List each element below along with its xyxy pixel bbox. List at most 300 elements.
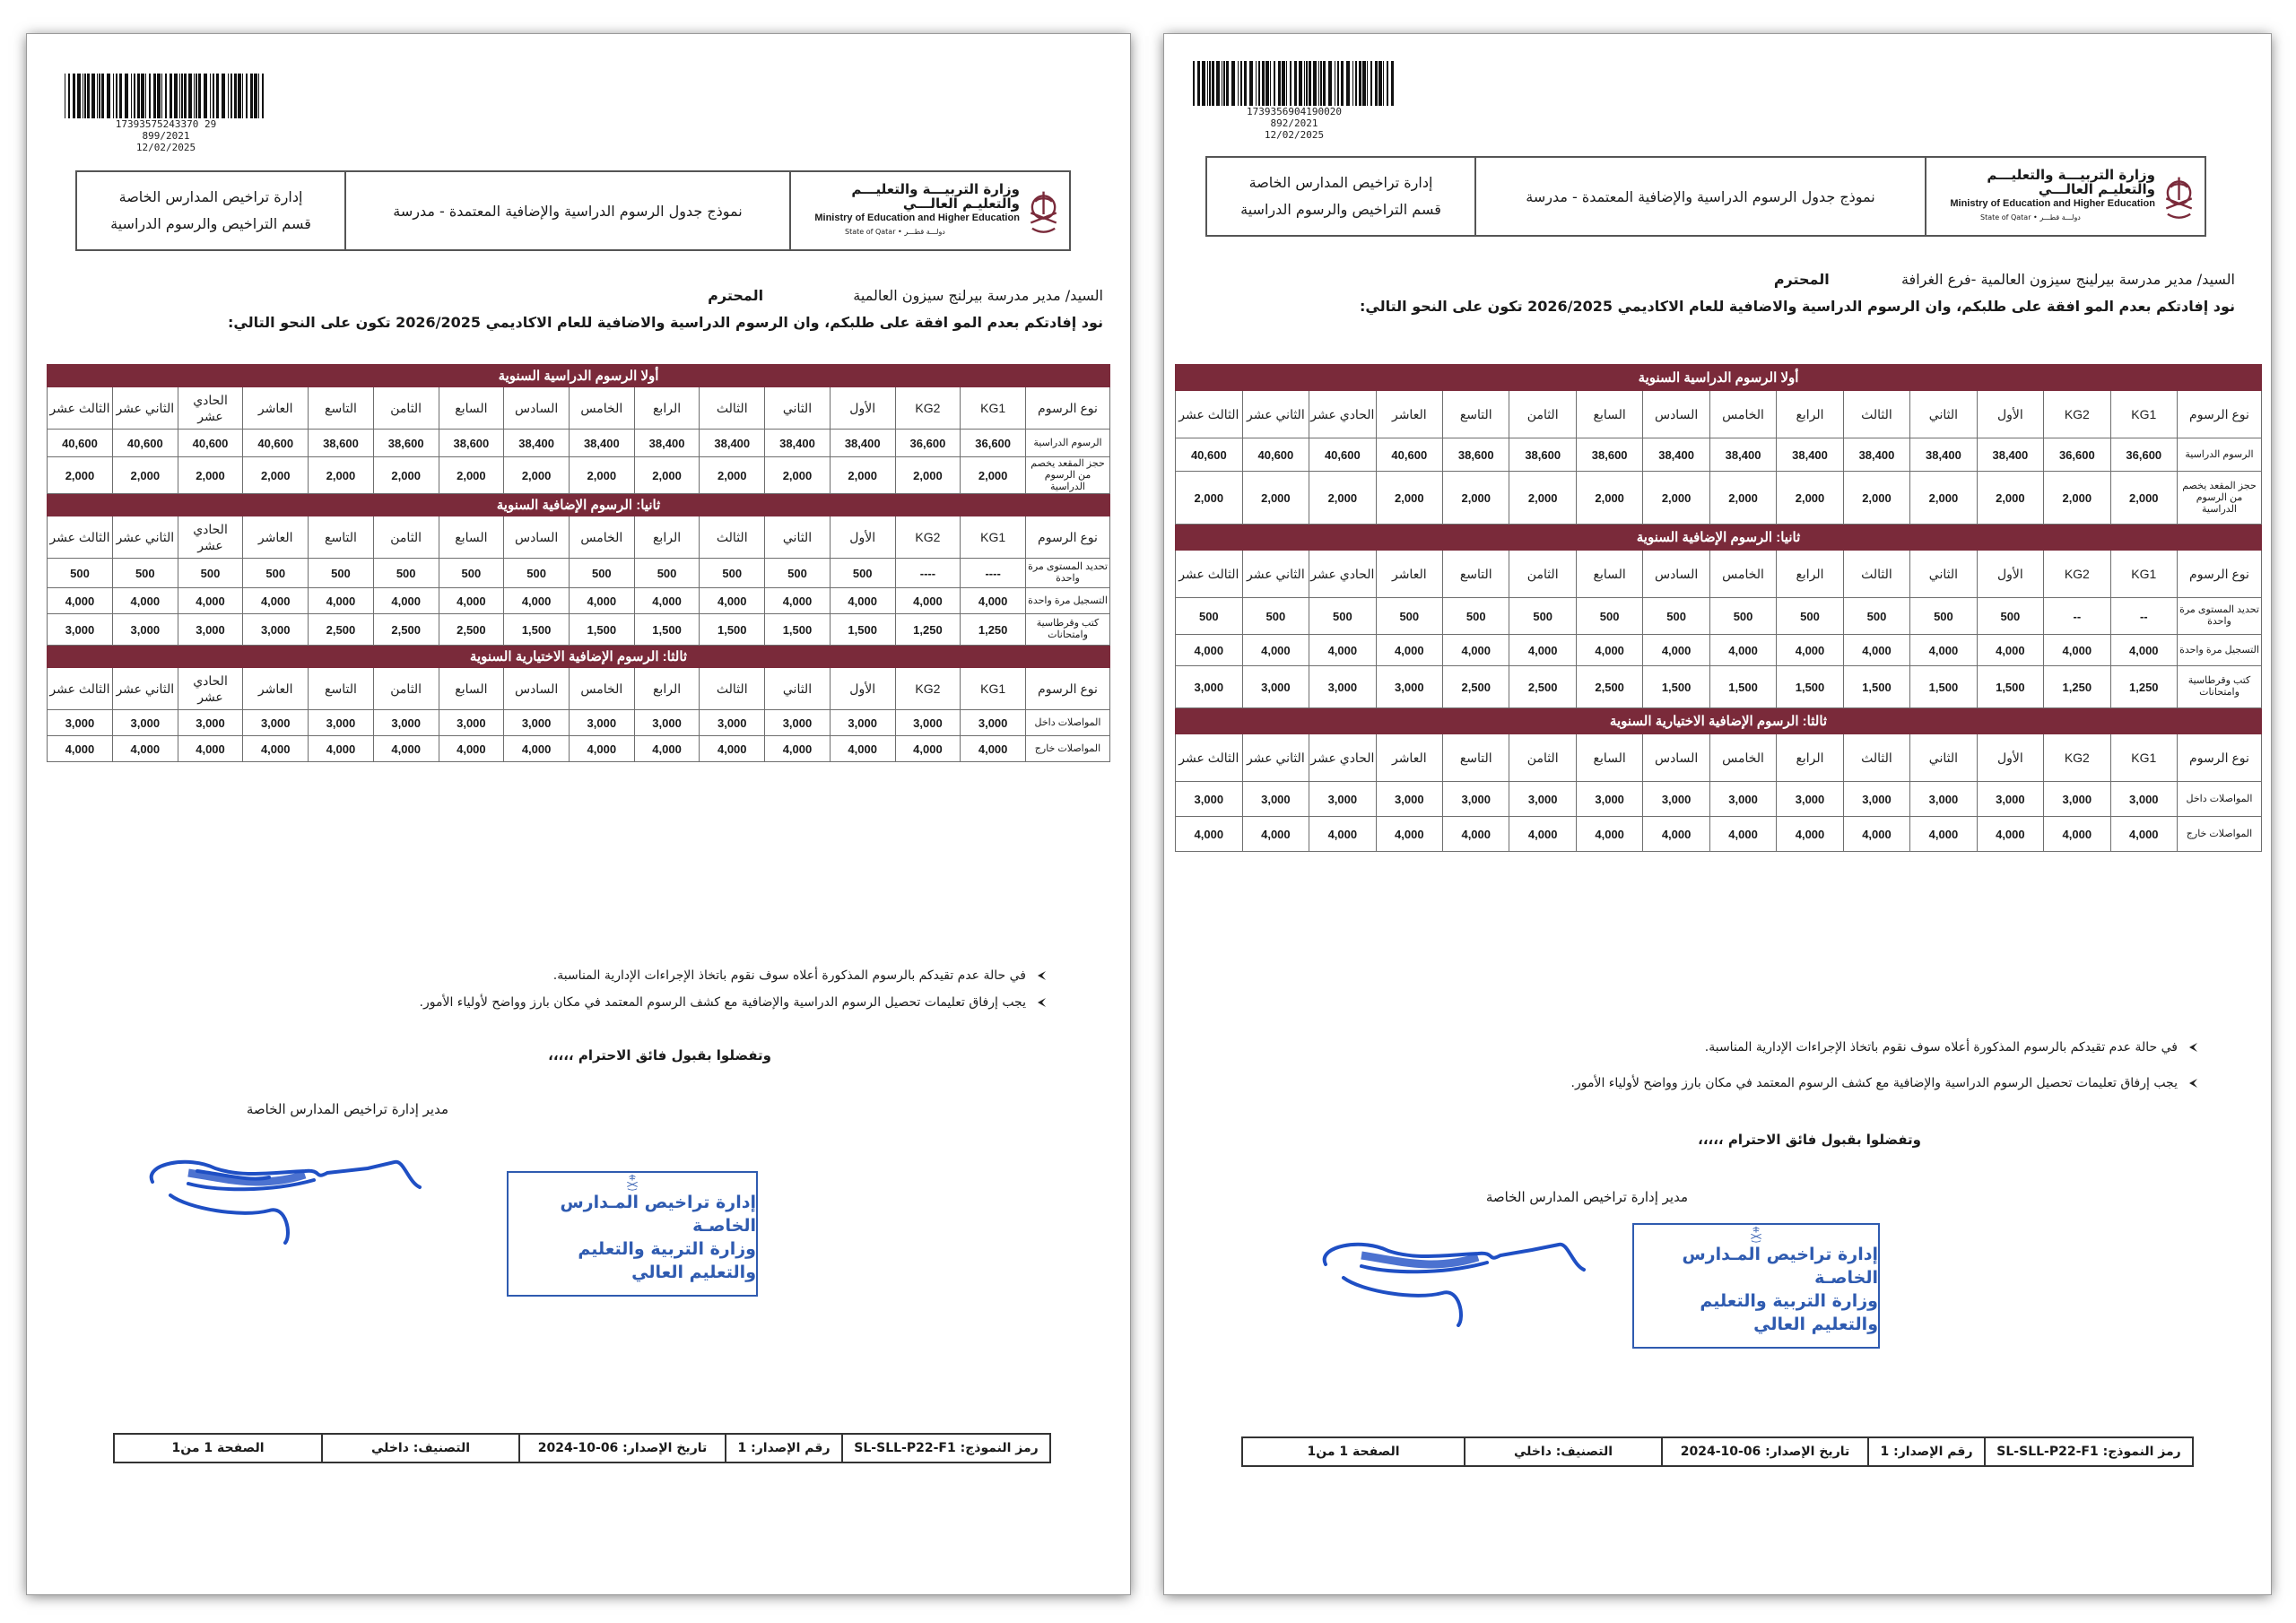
fee-value: 36,600 [895,430,961,457]
fee-value: 3,000 [1242,666,1309,708]
barcode-bar [1240,61,1242,106]
recipient: السيد/ مدير مدرسة بيرلنج سيزون العالمية [853,287,1103,304]
grade-header: الثاني عشر [1242,734,1309,782]
fee-value: 4,000 [895,588,961,614]
fee-row-transport-in [48,710,1110,736]
grade-header: التاسع [1443,391,1509,438]
barcode-bar [161,74,162,118]
fee-row-label: حجز المقعد يخصم من الرسوم الدراسية [1026,457,1110,494]
barcode-bar [1238,61,1239,106]
fee-row-level [1176,598,2262,635]
fee-value: 36,600 [2110,438,2177,472]
fee-value: 500 [1643,598,1709,635]
barcode-block [63,74,269,153]
barcode-bar [194,74,195,118]
fee-value: 3,000 [2044,782,2110,817]
fee-value: 3,000 [309,710,374,736]
barcode-bar [116,74,117,118]
fee-value: 40,600 [48,430,113,457]
barcode-bar [1209,61,1211,106]
fee-value: ---- [961,559,1026,588]
fee-value: 4,000 [178,736,243,762]
fee-value: 500 [1376,598,1442,635]
fee-value: 4,000 [569,588,634,614]
fee-value: 38,400 [1709,438,1776,472]
barcode-bar [213,74,214,118]
fee-value: 40,600 [178,430,243,457]
stamp-line-1: إدارة تراخيص المـدارس الخاصـة [560,1193,756,1236]
fee-row-label: التسجيل مرة واحدة [2178,635,2262,666]
fee-value: 4,000 [1242,817,1309,852]
fee-row-transport-out [1176,817,2262,852]
form-footer [1241,1436,2194,1467]
grade-header: الحادي عشر [178,668,243,710]
fee-value: 1,500 [1643,666,1709,708]
grade-header: الثاني عشر [112,516,178,559]
fee-value: 4,000 [1309,817,1376,852]
barcode-bar [1359,61,1361,106]
barcode-bar [1328,61,1332,106]
note-2 [420,995,1048,1010]
fee-value: 2,000 [1777,472,1843,525]
note-2-text: يجب إرفاق تعليمات تحصيل الرسوم الدراسية والإضافية مع كشف الرسوم المعتمد في مكان بارز وواضح لأولياء الأمور. [1570,1076,2178,1090]
grade-header: العاشر [243,387,309,430]
fee-value: 4,000 [1843,635,1909,666]
barcode-bar [238,74,241,118]
barcode-bar [1244,61,1247,106]
fee-row-seat [1176,472,2262,525]
fee-value: 2,000 [895,457,961,494]
fee-value: 500 [243,559,309,588]
grade-header-row [1176,551,2262,598]
fee-value: 4,000 [1910,817,1977,852]
fee-value: 4,000 [1709,635,1776,666]
version: رقم الإصدار: 1 [726,1435,843,1462]
form-footer [113,1433,1051,1463]
barcode-bar [254,74,257,118]
fee-value: 4,000 [112,736,178,762]
grade-header: الثامن [1509,391,1576,438]
grade-header: السابع [439,387,504,430]
fee-row-registration [1176,635,2262,666]
barcode-bar [153,74,156,118]
fee-value: 1,500 [700,614,765,646]
fee-value: 2,000 [178,457,243,494]
grade-header: الثاني [765,387,831,430]
grade-header: الرابع [1777,391,1843,438]
note-1-text: في حالة عدم تقيدكم بالرسوم المذكورة أعلاه سوف نقوم باتخاذ الإجراءات الإدارية المناسبة. [1704,1040,2178,1055]
grade-header: الثالث [1843,734,1909,782]
barcode-bar [234,74,237,118]
form-title: نموذج جدول الرسوم الدراسية والإضافية المعتمدة - مدرسة [1476,158,1926,235]
fee-value: 3,000 [569,710,634,736]
fee-value: 2,500 [1576,666,1642,708]
grade-header: السابع [1576,391,1642,438]
grade-header: السادس [504,516,570,559]
fee-value: 3,000 [112,614,178,646]
barcode-bar [68,74,70,118]
grade-header: التاسع [1443,734,1509,782]
barcode-bar [184,74,187,118]
grade-header: التاسع [309,668,374,710]
fee-value: 500 [634,559,700,588]
fee-value: 3,000 [1977,782,2043,817]
barcode-bar [1309,61,1311,106]
barcode-bar [119,74,122,118]
fee-value: 3,000 [1242,782,1309,817]
barcode-bar [188,74,192,118]
fee-value: 38,400 [504,430,570,457]
fee-value: 1,500 [1910,666,1977,708]
fee-value: 500 [1977,598,2043,635]
document-page-2 [1164,34,2271,1594]
barcode-bar [242,74,243,118]
department-line-1: إدارة تراخيص المدارس الخاصة [1248,174,1433,191]
fee-value: 2,000 [309,457,374,494]
section-header-row [1176,365,2262,391]
fee-value: 1,500 [504,614,570,646]
fee-value: 500 [569,559,634,588]
fee-value: 3,000 [48,614,113,646]
barcode-bar [1299,61,1302,106]
fee-value: 2,000 [1176,472,1243,525]
fee-value: 4,000 [700,736,765,762]
barcode-bar [137,74,140,118]
grade-header: KG1 [2110,551,2177,598]
barcode-bar [1370,61,1372,106]
barcode-date: 12/02/2025 [135,142,196,153]
barcode-bar [107,74,110,118]
barcode-bar [1387,61,1388,106]
classification: التصنيف: داخلي [1465,1438,1663,1465]
barcode-bar [230,74,232,118]
fee-value: 2,500 [309,614,374,646]
barcode-bar [1226,61,1229,106]
grade-header: الثالث [1843,551,1909,598]
fee-value: 4,000 [309,588,374,614]
fee-value: 2,000 [1576,472,1642,525]
page-number: الصفحة 1 من1 [1243,1438,1465,1465]
fee-value: 38,400 [765,430,831,457]
fee-value: 1,500 [1843,666,1909,708]
grade-header: الثامن [1509,734,1576,782]
fee-value: 500 [309,559,374,588]
grade-header: KG2 [895,668,961,710]
fee-value: 500 [765,559,831,588]
intro-text: نود إفادتكم بعدم المو افقة على طلبكم، وان الرسوم الدراسية والاضافية للعام الاكاديمي 2026/2025 تكون على النحو التالي: [228,314,1103,331]
barcode-bar [149,74,151,118]
grade-header: العاشر [1376,734,1442,782]
barcode-bar [97,74,98,118]
fee-value: 4,000 [1309,635,1376,666]
fee-value: 4,000 [1709,817,1776,852]
fee-row-label: الرسوم الدراسية [2178,438,2262,472]
fee-value: 3,000 [700,710,765,736]
arrow-bullet-icon [2187,1041,2199,1054]
ministry-name-en: Ministry of Education and Higher Education [1950,198,2155,209]
fee-value: 3,000 [1309,782,1376,817]
section-title: أولا الرسوم الدراسية السنوية [1176,365,2262,391]
signature-icon [135,1128,457,1245]
fee-value: 4,000 [1176,635,1243,666]
barcode-bar [1304,61,1305,106]
fee-value: 2,000 [2110,472,2177,525]
barcode [1191,61,1397,106]
fee-value: 4,000 [2110,635,2177,666]
fee-value: 38,600 [439,430,504,457]
fee-value: 40,600 [1376,438,1442,472]
fee-value: 38,400 [1977,438,2043,472]
signatory-title: مدير إدارة تراخيص المدارس الخاصة [1485,1189,1688,1205]
barcode-bar [1223,61,1225,106]
barcode-bar [262,74,264,118]
fee-value: 2,000 [1709,472,1776,525]
barcode-bar [84,74,86,118]
fee-value: 4,000 [765,736,831,762]
fee-value: 500 [1176,598,1243,635]
barcode-ref: 899/2021 [142,130,190,142]
fee-value: 3,000 [504,710,570,736]
fee-value: 4,000 [765,588,831,614]
grade-header: السادس [1643,391,1709,438]
stamp-line-1: إدارة تراخيص المـدارس الخاصـة [1682,1245,1878,1288]
grade-header: الرابع [634,668,700,710]
fee-value: 40,600 [1176,438,1243,472]
barcode-ref: 892/2021 [1270,117,1318,129]
fee-value: 1,500 [765,614,831,646]
grade-header: الحادي عشر [1309,734,1376,782]
fee-value: 4,000 [309,736,374,762]
fee-value: 2,000 [569,457,634,494]
fee-value: 4,000 [504,588,570,614]
barcode-bar [1290,61,1292,106]
barcode-bar [170,74,172,118]
grade-header: KG1 [961,516,1026,559]
fee-value: 38,400 [569,430,634,457]
barcode-bar [1352,61,1353,106]
fee-value: 4,000 [1777,817,1843,852]
barcode-block [1191,61,1397,141]
fee-value: 500 [1242,598,1309,635]
barcode-bar [1265,61,1269,106]
fee-value: 500 [373,559,439,588]
fee-value: 4,000 [1509,635,1576,666]
closing: وتفضلوا بقبول فائق الاحترام ،،،،، [548,1047,771,1063]
fee-type-header: نوع الرسوم [2178,391,2262,438]
barcode-bar [1278,61,1281,106]
fee-value: 4,000 [373,736,439,762]
fee-value: 500 [504,559,570,588]
section-header-row [48,646,1110,668]
grade-header: الثاني [765,668,831,710]
fee-value: 3,000 [1509,782,1576,817]
fee-type-header: نوع الرسوم [1026,668,1110,710]
fee-row-label: تحديد المستوى مرة واحدة [2178,598,2262,635]
grade-header: KG1 [961,387,1026,430]
fee-value: 2,000 [504,457,570,494]
fee-value: 1,250 [2044,666,2110,708]
grade-header-row [48,516,1110,559]
stamp-emblem-icon [1727,1225,1785,1243]
fee-value: 3,000 [895,710,961,736]
barcode-bar [157,74,161,118]
state-label: State of Qatar • دولـــة قطـــر [1980,213,2081,221]
fee-value: 38,600 [309,430,374,457]
fee-value: 4,000 [700,588,765,614]
official-stamp [1632,1223,1880,1349]
barcode-bar [1216,61,1220,106]
barcode-date: 12/02/2025 [1264,129,1325,141]
fee-value: 2,000 [112,457,178,494]
fee-value: 2,500 [1443,666,1509,708]
fee-value: 2,000 [830,457,895,494]
fee-row-books [48,614,1110,646]
fee-value: 4,000 [1509,817,1576,852]
barcode-bar [250,74,253,118]
issue-date: تاريخ الإصدار: 06-10-2024 [1663,1438,1869,1465]
fee-value: 36,600 [961,430,1026,457]
grade-header: السابع [1576,734,1642,782]
fee-value: 3,000 [1176,782,1243,817]
fee-value: 500 [700,559,765,588]
fee-value: ---- [895,559,961,588]
ministry-logo [791,172,1069,249]
fee-type-header: نوع الرسوم [1026,387,1110,430]
barcode-bar [196,74,197,118]
fee-row-seat [48,457,1110,494]
fee-value: 3,000 [1309,666,1376,708]
fee-value: 4,000 [1910,635,1977,666]
form-code: رمز النموذج: SL-SLL-P22-F1 [854,1441,1039,1455]
note-2-text: يجب إرفاق تعليمات تحصيل الرسوم الدراسية والإضافية مع كشف الرسوم المعتمد في مكان بارز وواضح لأولياء الأمور. [419,995,1026,1010]
grade-header: الحادي عشر [1309,391,1376,438]
barcode-bar [1337,61,1339,106]
ministry-logo [1926,158,2205,235]
fee-value: 500 [1709,598,1776,635]
closing: وتفضلوا بقبول فائق الاحترام ،،،،، [1698,1132,1921,1148]
fee-value: 4,000 [1576,817,1642,852]
barcode-bar [210,74,211,118]
fee-value: 500 [830,559,895,588]
grade-header: KG2 [2044,551,2110,598]
grade-header: الأول [830,387,895,430]
grade-header: الثامن [373,668,439,710]
barcode-bar [1391,61,1394,106]
barcode [63,74,269,118]
grade-header: السابع [439,668,504,710]
barcode-bar [216,74,219,118]
fee-value: 2,000 [634,457,700,494]
grade-header-row [48,387,1110,430]
form-header [75,170,1071,251]
grade-header: العاشر [1376,551,1442,598]
barcode-bar [1375,61,1378,106]
fee-value: 1,500 [1709,666,1776,708]
barcode-bar [1270,61,1271,106]
department-name [1207,158,1476,235]
barcode-bar [165,74,167,118]
grade-header: الخامس [569,387,634,430]
note-2 [1571,1076,2199,1090]
fee-value: 4,000 [1843,817,1909,852]
fee-value: 2,000 [1977,472,2043,525]
fee-value: 38,400 [700,430,765,457]
grade-header: الحادي عشر [1309,551,1376,598]
grade-header: الثاني [1910,391,1977,438]
fee-value: 4,000 [895,736,961,762]
fee-value: 2,000 [1376,472,1442,525]
fee-value: 4,000 [243,588,309,614]
fee-value: 1,500 [830,614,895,646]
grade-header: الثامن [1509,551,1576,598]
barcode-bar [181,74,183,118]
grade-header: الثامن [373,387,439,430]
barcode-bar [1212,61,1214,106]
barcode-bar [222,74,225,118]
page-number: الصفحة 1 من1 [115,1435,323,1462]
grade-header: الثالث عشر [1176,391,1243,438]
grade-header: الثالث [1843,391,1909,438]
barcode-bar [174,74,178,118]
grade-header: السادس [504,668,570,710]
fee-row-label: التسجيل مرة واحدة [1026,588,1110,614]
fee-value: 3,000 [243,710,309,736]
grade-header: التاسع [309,387,374,430]
fee-value: 3,000 [48,710,113,736]
fee-value: 4,000 [1376,817,1442,852]
qatar-emblem-icon [1025,179,1062,242]
fee-row-label: المواصلات خارج [2178,817,2262,852]
state-label: State of Qatar • دولـــة قطـــر [845,228,945,236]
grade-header: الثالث [700,668,765,710]
fee-value: 38,400 [1643,438,1709,472]
honorific: المحترم [708,287,764,304]
barcode-bar [1231,61,1235,106]
fee-value: 2,000 [1910,472,1977,525]
fee-row-tuition [48,430,1110,457]
grade-header: الخامس [1709,391,1776,438]
fee-value: 500 [1910,598,1977,635]
fee-value: 3,000 [1443,782,1509,817]
fee-value: 2,000 [1242,472,1309,525]
honorific: المحترم [1773,271,1830,288]
grade-header: الرابع [634,516,700,559]
barcode-number: 1739356904190020 [1247,106,1342,117]
fee-value: 3,000 [178,614,243,646]
form-header [1205,156,2206,237]
fee-value: 500 [1509,598,1576,635]
fee-value: 4,000 [1977,817,2043,852]
barcode-bar [1355,61,1357,106]
barcode-bar [134,74,135,118]
fee-value: 2,500 [1509,666,1576,708]
arrow-bullet-icon [1035,996,1048,1009]
grade-header: الثالث [700,387,765,430]
fee-value: 4,000 [1977,635,2043,666]
grade-header: KG2 [895,516,961,559]
section-header-row [48,494,1110,516]
barcode-bar [1318,61,1319,106]
ministry-name-ar: وزارة التربيـــة والتعليـــم والتعليـم العالـــي [1987,167,2155,197]
grade-header: الثالث عشر [1176,734,1243,782]
fee-value: 2,000 [1443,472,1509,525]
recipient: السيد/ مدير مدرسة بيرلينج سيزون العالمية -فرع الغرافة [1900,271,2235,288]
section-title: ثانيا: الرسوم الإضافية السنوية [48,494,1110,516]
fee-value: 4,000 [1242,635,1309,666]
fee-value: 4,000 [961,736,1026,762]
section-header-row [1176,708,2262,734]
fee-value: 38,400 [634,430,700,457]
